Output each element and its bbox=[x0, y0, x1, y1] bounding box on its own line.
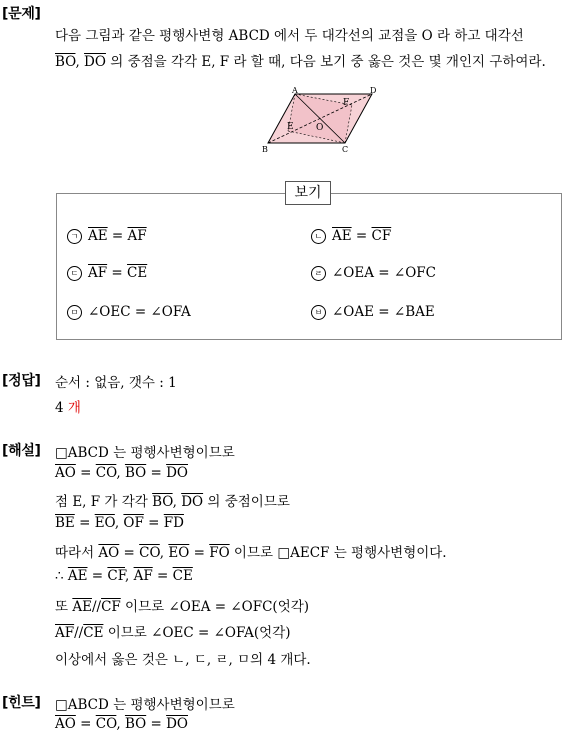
hint-section-label: [힌트] bbox=[2, 695, 41, 711]
choice-5: ㅁ ∠OEC = ∠OFA bbox=[67, 304, 191, 320]
explanation-line-6: ∴ $\overline{AE} = \overline{CF}$, $\overline{AF} = \overline{CE}$ bbox=[55, 568, 193, 584]
circled-mark: ㄴ bbox=[311, 229, 326, 244]
problem-section-label: [문제] bbox=[2, 6, 41, 22]
choice-1: ㄱ $\overline{AE} = \overline{AF}$ bbox=[67, 228, 147, 244]
problem-text-line-1: 다음 그림과 같은 평행사변형 ABCD 에서 두 대각선의 교점을 O 라 하고 대각선 bbox=[55, 28, 524, 44]
choice-4: ㄹ ∠OEA = ∠OFC bbox=[311, 265, 436, 281]
explanation-line-4: $\overline{BE} = \overline{EO}$, $\overline{OF} = \overline{FD}$ bbox=[55, 515, 184, 531]
explanation-section-label: [해설] bbox=[2, 443, 41, 459]
answer-order-count: 순서 : 없음, 갯수 : 1 bbox=[55, 375, 177, 391]
circled-mark: ㄱ bbox=[67, 229, 82, 244]
parallelogram-figure bbox=[262, 84, 380, 156]
label-o: O bbox=[316, 123, 324, 133]
label-a: A bbox=[292, 86, 298, 95]
label-e: E bbox=[287, 122, 294, 132]
explanation-line-8: $\overline{AF}//\overline{CE}$ 이므로 ∠OEC = ∠OFA(엇각) bbox=[55, 625, 291, 641]
label-c: C bbox=[342, 145, 349, 154]
answer-unit: 개 bbox=[63, 400, 81, 416]
circled-mark: ㄷ bbox=[67, 266, 82, 281]
hint-line-2: $\overline{AO} = \overline{CO}$, $\overline{BO} = \overline{DO}$ bbox=[55, 716, 188, 732]
segment-bo: $\overline{BO}$ bbox=[55, 54, 76, 70]
explanation-line-2: $\overline{AO} = \overline{CO}$, $\overline{BO} = \overline{DO}$ bbox=[55, 465, 188, 481]
explanation-line-9: 이상에서 옳은 것은 ㄴ, ㄷ, ㄹ, ㅁ의 4 개다. bbox=[55, 652, 311, 668]
hint-line-1: □ABCD 는 평행사변형이므로 bbox=[55, 697, 235, 713]
circled-mark: ㅂ bbox=[311, 305, 326, 320]
explanation-line-7: 또 $\overline{AE}//\overline{CF}$ 이므로 ∠OEA = ∠OFC(엇각) bbox=[55, 599, 310, 615]
problem-text-line-2: $\overline{BO}$, $\overline{DO}$ 의 중점을 각각 E, F 라 할 때, 다음 보기 중 옳은 것은 몇 개인지 구하여라. bbox=[55, 54, 546, 70]
choice-2: ㄴ $\overline{AE} = \overline{CF}$ bbox=[311, 228, 391, 244]
explanation-line-5: 따라서 $\overline{AO} = \overline{CO}$, $\overline{EO} = \overline{FO}$ 이므로 □AECF 는 평행사변형이다. bbox=[55, 545, 447, 561]
choice-3: ㄷ $\overline{AF} = \overline{CE}$ bbox=[67, 265, 147, 281]
explanation-line-3: 점 E, F 가 각각 $\overline{BO}$, $\overline{DO}$ 의 중점이므로 bbox=[55, 494, 290, 510]
answer-value: 4 개 bbox=[55, 400, 81, 416]
bogi-title: 보기 bbox=[285, 181, 331, 205]
answer-section-label: [정답] bbox=[2, 373, 41, 389]
choice-6: ㅂ ∠OAE = ∠BAE bbox=[311, 304, 435, 320]
label-b: B bbox=[262, 145, 268, 154]
segment-do: $\overline{DO}$ bbox=[84, 54, 106, 70]
circled-mark: ㅁ bbox=[67, 305, 82, 320]
circled-mark: ㄹ bbox=[311, 266, 326, 281]
label-f: F bbox=[343, 98, 350, 108]
explanation-line-1: □ABCD 는 평행사변형이므로 bbox=[55, 445, 235, 461]
label-d: D bbox=[370, 86, 377, 95]
